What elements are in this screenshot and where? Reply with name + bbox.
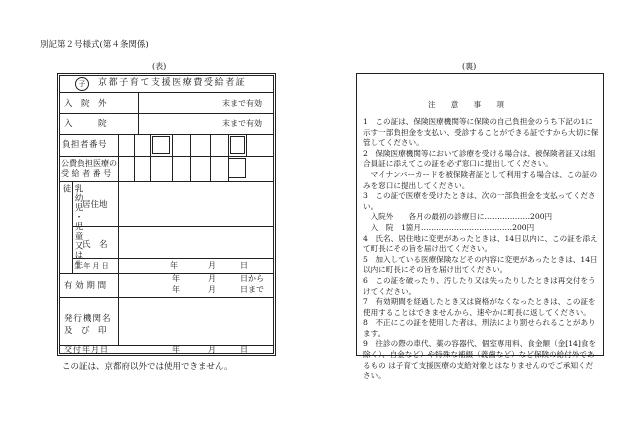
- note-item: 4 氏名、居住地に変更があったときは、14日以内に、この証を添えて町長にその旨を届け出てください。: [363, 233, 598, 254]
- outpatient-validity: 末まで有効: [222, 99, 262, 108]
- dob-month: 月: [208, 261, 216, 270]
- title-mark: 子: [75, 77, 89, 91]
- note-item: 1 この証は、保険医療機関等に保険の自己負担金のうち下記の1に示す一部負担金を支払い、受診することができる証ですから大切に保管してください。: [363, 117, 599, 148]
- back-label: (裏): [462, 62, 477, 71]
- recipient-number-label-1: 公費負担医療の: [61, 159, 117, 168]
- dob-year: 年: [170, 261, 178, 270]
- period-from-month: 月: [208, 274, 216, 283]
- period-from-year: 年: [172, 274, 180, 283]
- issue-month: 月: [208, 345, 216, 354]
- outpatient-label: 入 院 外: [64, 99, 107, 109]
- notes-list: [363, 117, 599, 382]
- note-item: 9 往診の際の車代、薬の容器代、個室専用料、食金額（金[14]食を除く）、自金など）や特殊な補綴（義歯など）など保険の給付外であるもの は子育て支援医療の支給対象とはなりませんのでご承知ください。: [363, 339, 597, 381]
- period-to-month: 月: [208, 285, 216, 294]
- issuer-label-2: 及 び 印: [64, 326, 107, 336]
- issuer-label-1: 発行機関名: [64, 314, 112, 324]
- card-inner-frame: [59, 75, 274, 354]
- note-item: 6 この証を破ったり、汚したり又は失ったりしたときは再交付をうけてください。: [363, 275, 596, 296]
- note-item: 7 有効期間を経過したとき又は資格がなくなったときは、この証を使用することはできませんから、速やかに町長に返してください。: [363, 297, 596, 317]
- payer-digit-box: [152, 136, 170, 154]
- card-title: 京都子育て支援医療費受給者証: [98, 78, 247, 88]
- form-label: 別記第２号様式(第４条関係): [40, 40, 149, 50]
- note-item: 入院外 各月の最初の診療日に………………200円: [363, 212, 553, 222]
- name-label: 氏 名: [82, 240, 108, 250]
- dob-label: 生 年 月 日: [74, 262, 109, 270]
- note-item: マイナンバーカードを被保険者証として利用する場合は、この証のみを窓口に提出してください。: [363, 169, 598, 190]
- issue-year: 年: [172, 345, 180, 354]
- recipient-digit-box: [228, 158, 246, 178]
- inpatient-label: 入 院: [64, 119, 107, 129]
- payer-digit-box: [230, 136, 245, 154]
- front-label: (表): [152, 62, 167, 71]
- period-to-year: 年: [172, 285, 180, 294]
- period-to-day: 日まで: [240, 285, 264, 294]
- inpatient-validity: 末まで有効: [222, 119, 262, 128]
- issue-date-label: 交付年月日: [64, 345, 109, 354]
- dob-day: 日: [240, 261, 248, 270]
- notes-heading: 注 意 事 項: [428, 100, 504, 109]
- note-item: 3 この証で医療を受けたときは、次の一部負担金を支払ってください。: [363, 191, 596, 211]
- issue-day: 日: [240, 345, 248, 354]
- period-from-day: 日から: [240, 274, 264, 283]
- validity-period-label: 有 効 期 間: [64, 281, 107, 291]
- payer-number-label: 負担者番号: [62, 140, 108, 150]
- note-item: 8 不正にこの証を使用した者は、刑法により罰せられることがあります。: [363, 318, 596, 338]
- note-item: 2 保険医療機関等において診療を受ける場合は、被保険者証又は組合員証に添えてこの証を必ず窓口に提出してください。: [363, 148, 596, 169]
- note-item: 5 加入している医療保険などその内容に変更があったときは、14日以内に町長にその旨を届け出てください。: [363, 254, 598, 275]
- note-item: 入 院 1箇月………………………………200円: [363, 222, 535, 232]
- recipient-number-label-2: 受 給 者 番 号: [61, 169, 112, 178]
- child-label: 乳幼児・児童又は生徒: [61, 184, 83, 270]
- residence-label: 居住地: [82, 200, 108, 210]
- card-footer-note: この証は、京都府以外では使用できません。: [62, 362, 233, 372]
